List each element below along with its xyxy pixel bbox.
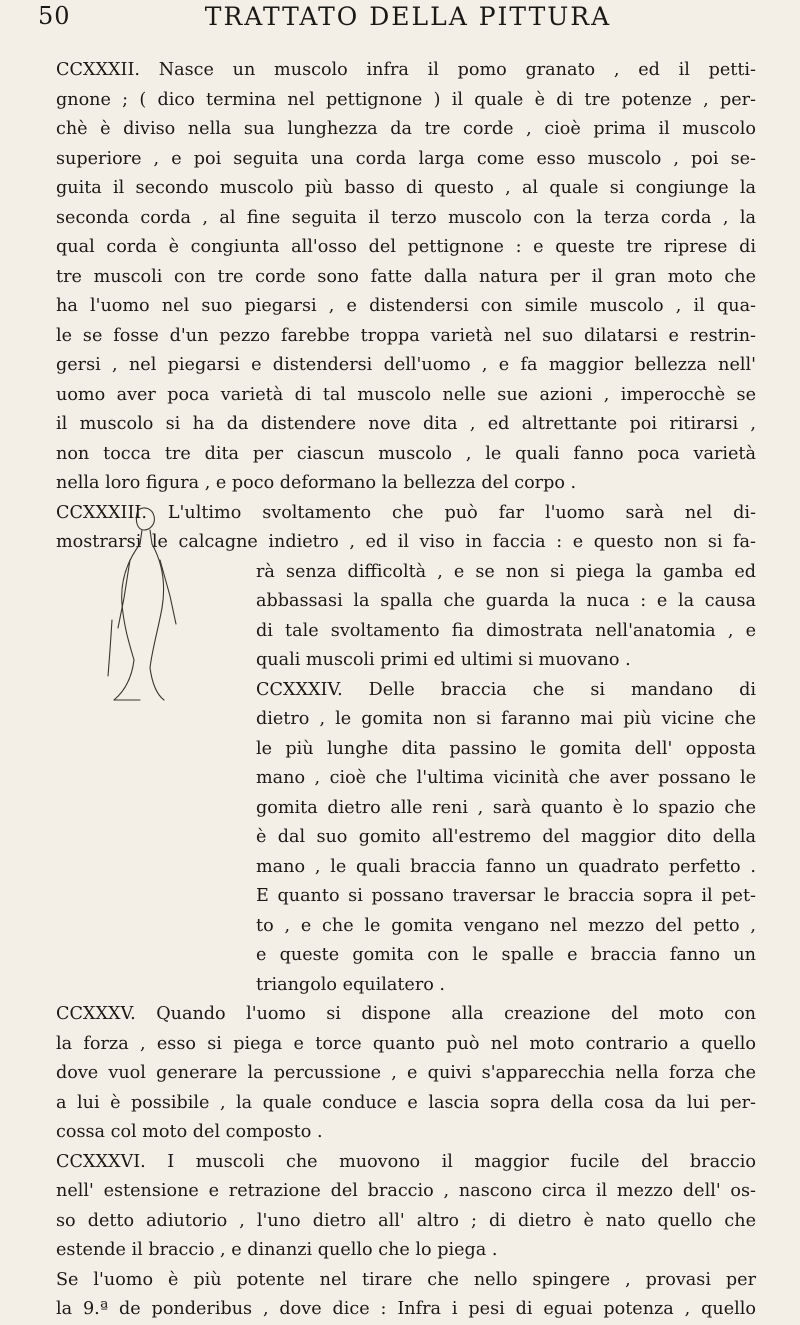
text-line: nella loro figura , e poco deformano la bellezza del corpo . — [56, 473, 577, 493]
text-line: non tocca tre dita per ciascun muscolo , le quali fanno poca varietà — [56, 443, 756, 464]
text-line: to , e che le gomita vengano nel mezzo del petto , — [256, 915, 756, 936]
text-line: e queste gomita con le spalle e braccia fanno un — [256, 945, 756, 965]
text-line: CCXXXIII. L'ultimo svoltamento che può far l'uomo sarà nel di- — [56, 502, 756, 523]
text-line: la 9.ª de ponderibus , dove dice : Infra i pesi di eguai potenza , quello — [56, 1299, 756, 1319]
text-line: E quanto si possano traversar le braccia sopra il pet- — [256, 886, 756, 906]
text-line: gomita dietro alle reni , sarà quanto è lo spazio che — [256, 797, 756, 818]
text-line: CCXXXV. Quando l'uomo si dispone alla creazione del moto con — [56, 1004, 756, 1024]
text-line: estende il braccio , e dinanzi quello che lo piega . — [56, 1240, 498, 1260]
text-line: le più lunghe dita passino le gomita dell' opposta — [256, 738, 756, 759]
text-line: uomo aver poca varietà di tal muscolo nelle sue azioni , imperocchè se — [56, 384, 756, 405]
page-header — [38, 0, 778, 40]
text-line: cossa col moto del composto . — [56, 1122, 323, 1142]
text-line: guita il secondo muscolo più basso di questo , al quale si congiunge la — [56, 178, 756, 198]
text-line: so detto adiutorio , l'uno dietro all' altro ; di dietro è nato quello che — [56, 1210, 756, 1231]
text-line: mano , cioè che l'ultima vicinità che aver possano le — [256, 768, 756, 788]
text-line: quali muscoli primi ed ultimi si muovano . — [256, 650, 631, 670]
text-line: abbassasi la spalla che guarda la nuca : e la causa — [256, 591, 756, 611]
text-line: di tale svoltamento fia dimostrata nell'anatomia , e — [256, 620, 756, 641]
text-line: Se l'uomo è più potente nel tirare che nello spingere , provasi per — [56, 1269, 756, 1290]
text-line: superiore , e poi seguita una corda larga come esso muscolo , poi se- — [56, 148, 756, 169]
text-line: il muscolo si ha da distendere nove dita , ed altrettante poi ritirarsi , — [56, 414, 756, 434]
text-line: ha l'uomo nel suo piegarsi , e distendersi con simile muscolo , il qua- — [56, 296, 756, 316]
text-line: CCXXXII. Nasce un muscolo infra il pomo granato , ed il petti- — [56, 60, 756, 80]
main-text — [56, 56, 756, 1325]
text-line: a lui è possibile , la quale conduce e lascia sopra della cosa da lui per- — [56, 1092, 756, 1113]
text-line: la forza , esso si piega e torce quanto può nel moto contrario a quello — [56, 1033, 756, 1054]
text-line: nell' estensione e retrazione del braccio , nascono circa il mezzo dell' os- — [56, 1181, 756, 1201]
text-line: qual corda è congiunta all'osso del pettignone : e queste tre riprese di — [56, 237, 756, 257]
text-line: seconda corda , al fine seguita il terzo muscolo con la terza corda , la — [56, 207, 756, 228]
text-line: CCXXXIV. Delle braccia che si mandano di — [256, 679, 756, 700]
text-line: dove vuol generare la percussione , e quivi s'apparecchia nella forza che — [56, 1063, 756, 1083]
text-line: mostrarsi le calcagne indietro , ed il viso in faccia : e questo non si fa- — [56, 532, 756, 552]
text-line: gnone ; ( dico termina nel pettignone ) il quale è di tre potenze , per- — [56, 89, 756, 110]
text-line: triangolo equilatero . — [256, 974, 446, 995]
page-number: 50 — [38, 2, 71, 30]
text-line: chè è diviso nella sua lunghezza da tre corde , cioè prima il muscolo — [56, 119, 756, 139]
text-line: CCXXXVI. I muscoli che muovono il maggior fucile del braccio — [56, 1151, 756, 1172]
text-line: rà senza difficoltà , e se non si piega la gamba ed — [256, 561, 756, 582]
text-line: gersi , nel piegarsi e distendersi dell'uomo , e fa maggior bellezza nell' — [56, 355, 756, 375]
text-line: mano , le quali braccia fanno un quadrato perfetto . — [256, 856, 756, 877]
running-title: TRATTATO DELLA PITTURA — [204, 2, 612, 31]
text-line: tre muscoli con tre corde sono fatte dalla natura per il gran moto che — [56, 266, 756, 287]
text-line: è dal suo gomito all'estremo del maggior dito della — [256, 827, 756, 847]
text-line: dietro , le gomita non si faranno mai più vicine che — [256, 709, 756, 729]
text-line: le se fosse d'un pezzo farebbe troppa varietà nel suo dilatarsi e restrin- — [56, 325, 756, 346]
